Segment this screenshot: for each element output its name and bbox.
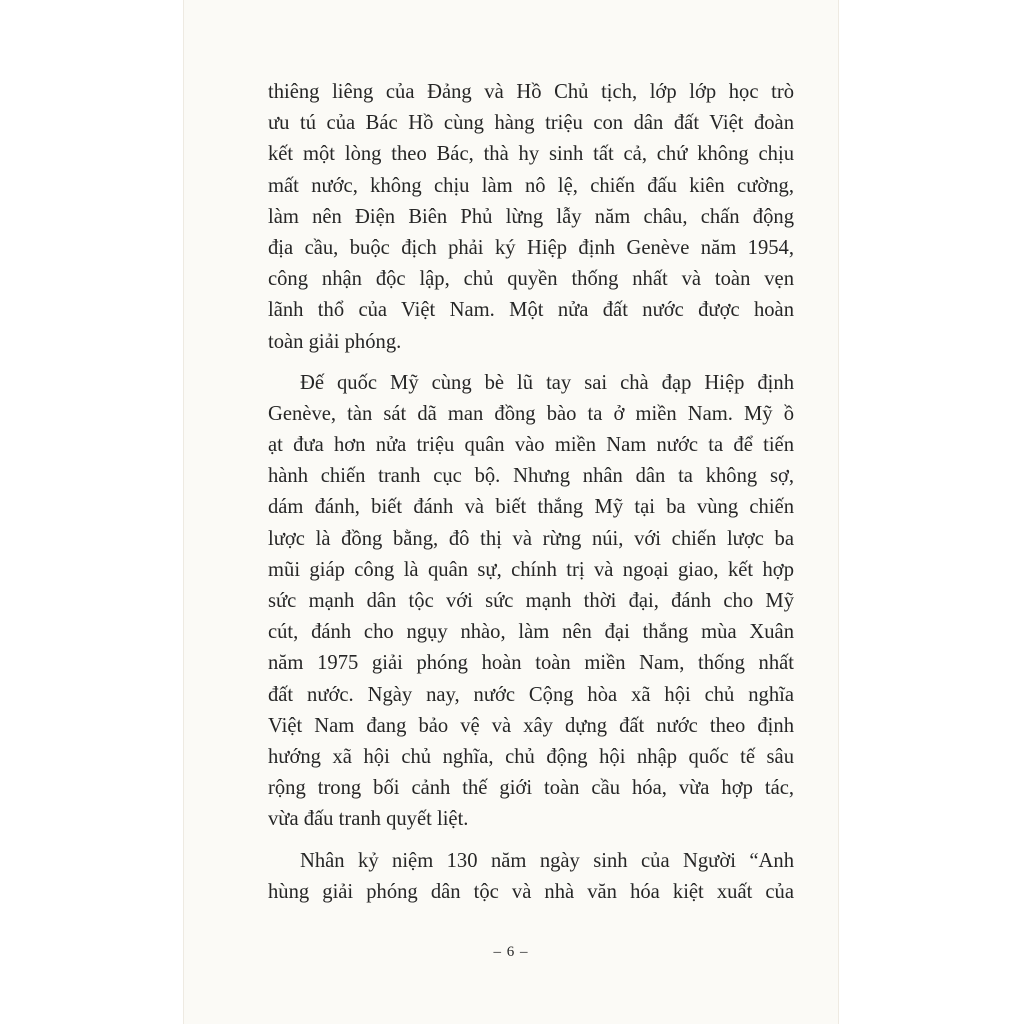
text-line: Đế quốc Mỹ cùng bè lũ tay sai chà đạp Hiệp định <box>300 371 794 394</box>
text-line: Việt Nam đang bảo vệ và xây dựng đất nước theo định <box>268 714 794 737</box>
page-number: – 6 – <box>493 944 529 960</box>
text-line: rộng trong bối cảnh thế giới toàn cầu hóa, vừa hợp tác, <box>268 777 794 800</box>
paragraph <box>268 368 794 836</box>
text-line: ưu tú của Bác Hồ cùng hàng triệu con dân đất Việt đoàn <box>268 112 794 135</box>
text-line: mất nước, không chịu làm nô lệ, chiến đấu kiên cường, <box>268 174 794 197</box>
text-line: năm 1975 giải phóng hoàn toàn miền Nam, thống nhất <box>268 652 794 675</box>
text-line: làm nên Điện Biên Phủ lừng lẫy năm châu, chấn động <box>268 205 794 228</box>
text-line: Genève, tàn sát dã man đồng bào ta ở miền Nam. Mỹ ồ <box>268 402 794 425</box>
text-line: cút, đánh cho ngụy nhào, làm nên đại thắng mùa Xuân <box>268 621 794 644</box>
text-line: lược là đồng bằng, đô thị và rừng núi, với chiến lược ba <box>268 527 794 550</box>
paragraph-gap <box>268 836 794 846</box>
text-line: vừa đấu tranh quyết liệt. <box>268 808 469 831</box>
text-line: hành chiến tranh cục bộ. Nhưng nhân dân ta không sợ, <box>268 465 794 488</box>
text-line: toàn giải phóng. <box>268 330 402 353</box>
text-line: địa cầu, buộc địch phải ký Hiệp định Genève năm 1954, <box>268 236 794 259</box>
paragraph <box>268 846 794 908</box>
text-line: mũi giáp công là quân sự, chính trị và ngoại giao, kết hợp <box>268 558 794 581</box>
text-line: thiêng liêng của Đảng và Hồ Chủ tịch, lớp lớp học trò <box>268 81 794 103</box>
text-line: hướng xã hội chủ nghĩa, chủ động hội nhập quốc tế sâu <box>268 745 794 768</box>
text-line: kết một lòng theo Bác, thà hy sinh tất cả, chứ không chịu <box>268 143 794 166</box>
text-line: Nhân kỷ niệm 130 năm ngày sinh của Người “Anh <box>300 849 794 872</box>
text-line: sức mạnh dân tộc với sức mạnh thời đại, đánh cho Mỹ <box>268 590 794 612</box>
body-text <box>268 77 794 908</box>
text-line: dám đánh, biết đánh và biết thắng Mỹ tại ba vùng chiến <box>268 496 794 519</box>
book-page <box>184 0 838 1024</box>
paragraph <box>268 77 794 358</box>
text-line: công nhận độc lập, chủ quyền thống nhất và toàn vẹn <box>268 268 794 291</box>
text-line: ạt đưa hơn nửa triệu quân vào miền Nam nước ta để tiến <box>268 434 794 457</box>
text-line: lãnh thổ của Việt Nam. Một nửa đất nước được hoàn <box>268 299 794 322</box>
text-line: hùng giải phóng dân tộc và nhà văn hóa kiệt xuất của <box>268 880 794 903</box>
paragraph-gap <box>268 358 794 368</box>
text-line: đất nước. Ngày nay, nước Cộng hòa xã hội chủ nghĩa <box>268 683 794 706</box>
